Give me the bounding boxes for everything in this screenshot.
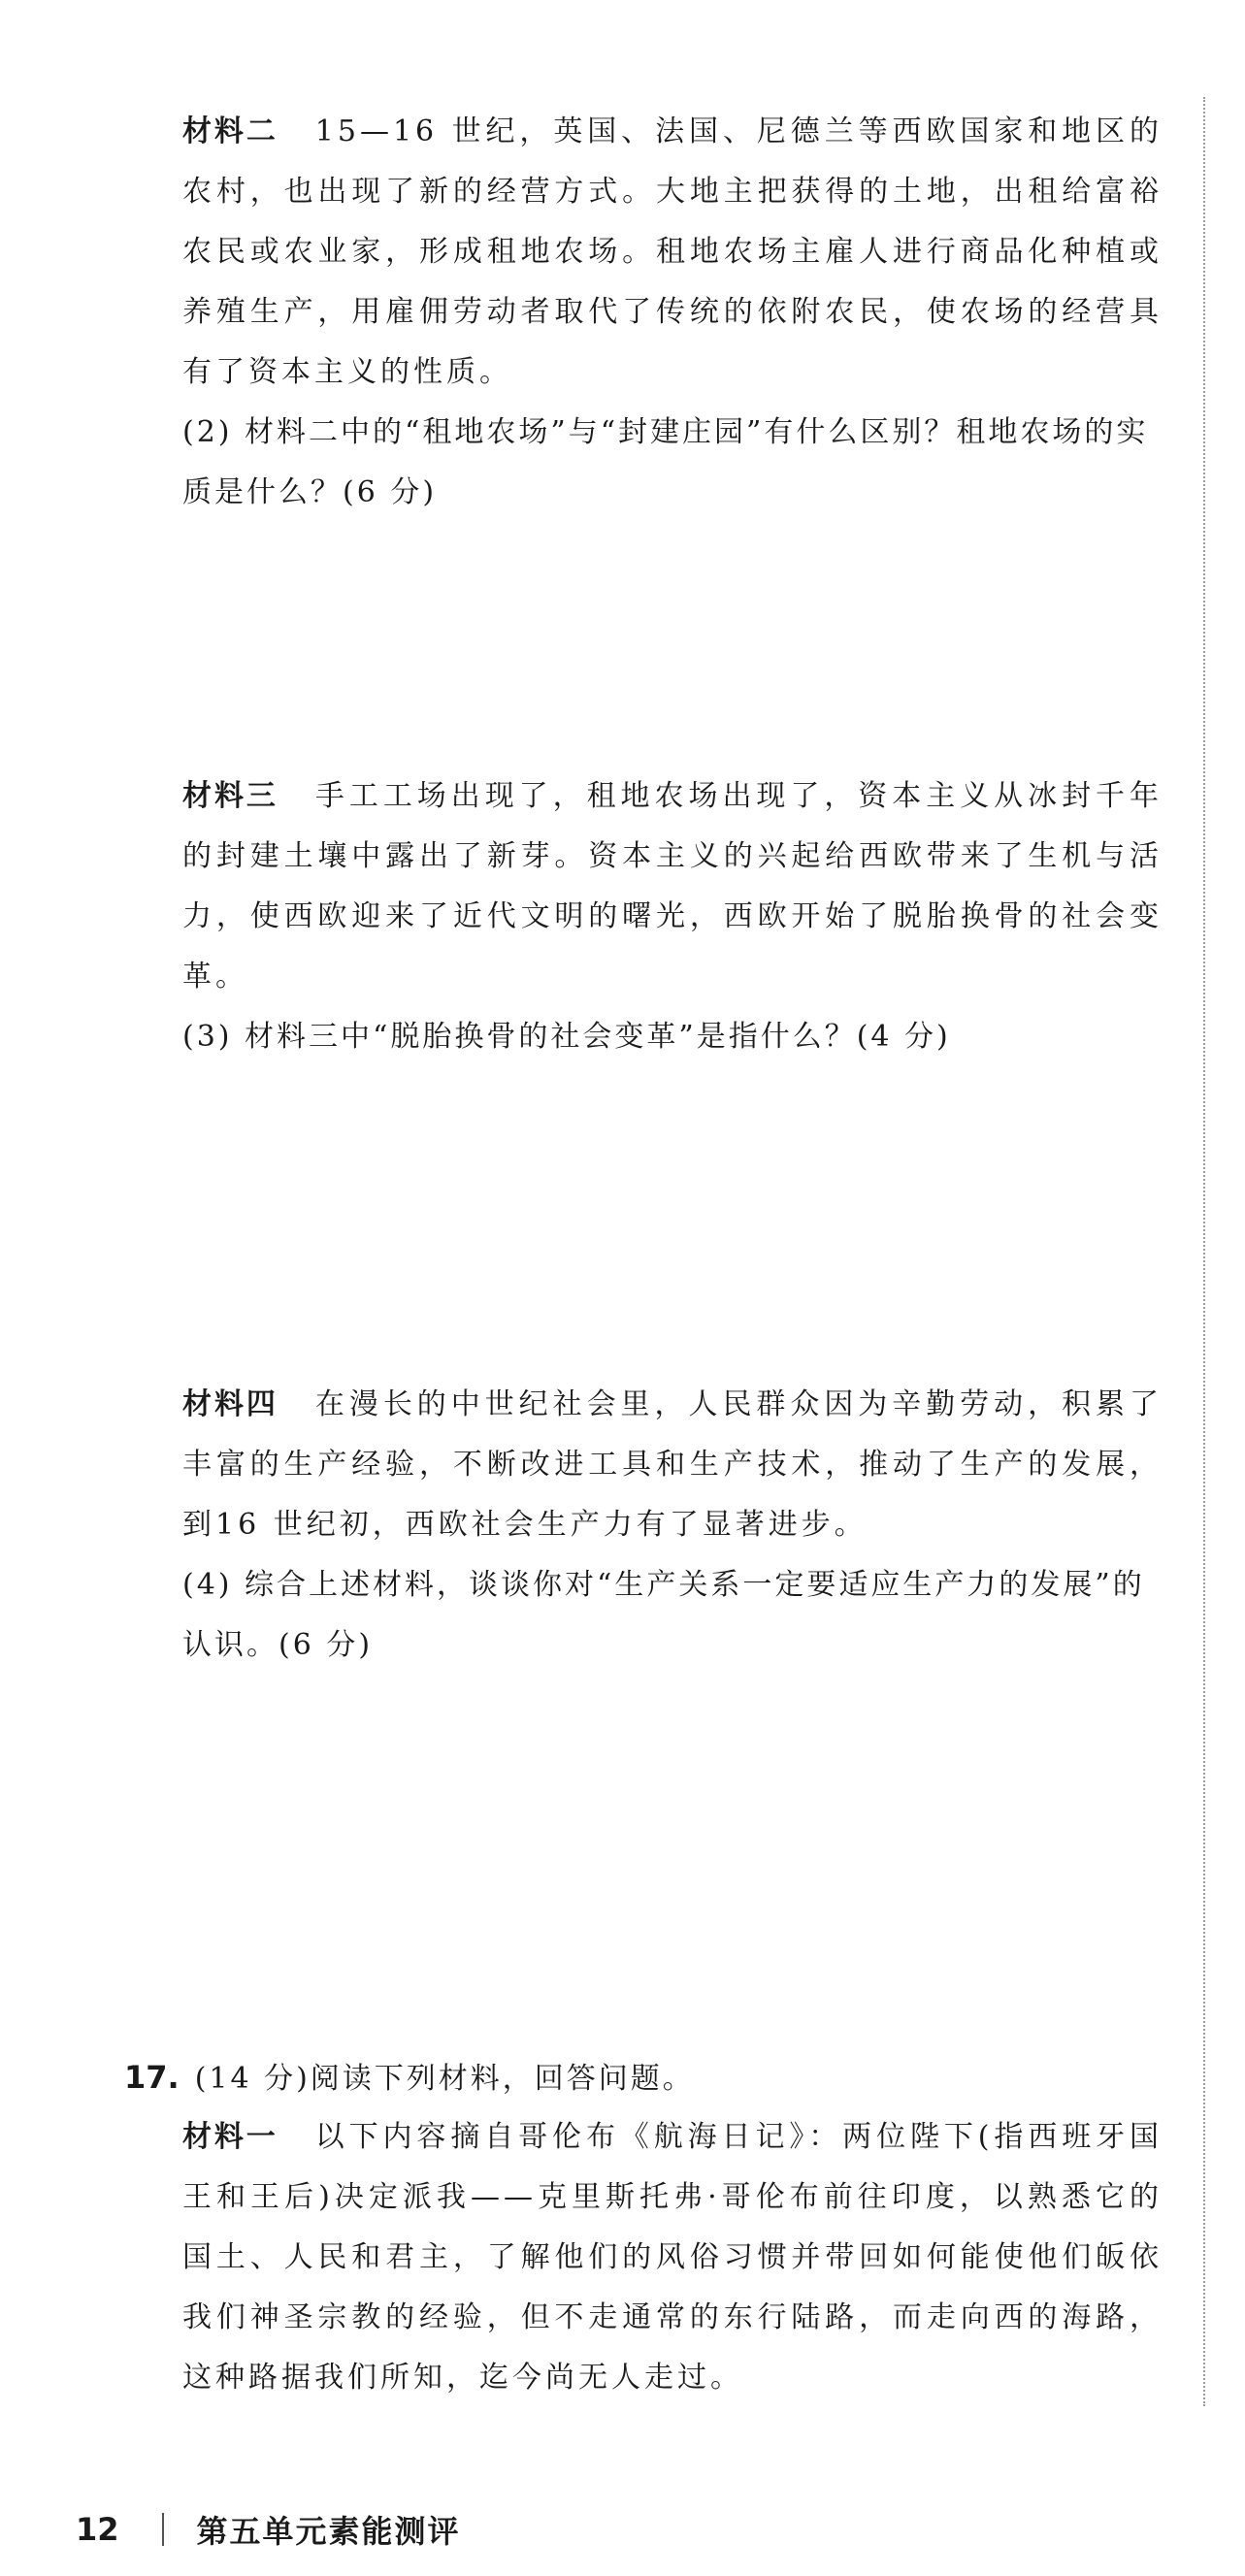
question-3: (3) 材料三中“脱胎换骨的社会变革”是指什么？(4 分): [182, 1020, 951, 1054]
page-number: 12: [76, 2511, 119, 2548]
material-3-text: 手工工场出现了，租地农场出现了，资本主义从冰封千年的封建土壤中露出了新芽。资本主义的兴起给西欧带来了生机与活力，使西欧迎来了近代文明的曙光，西欧开始了脱胎换骨的社会变革。: [182, 779, 1163, 994]
material-4-text: 在漫长的中世纪社会里，人民群众因为辛勤劳动，积累了丰富的生产经验，不断改进工具和生产技术，推动了生产的发展，到16 世纪初，西欧社会生产力有了显著进步。: [182, 1387, 1163, 1542]
material-4-label: 材料四: [182, 1387, 278, 1421]
material-3-paragraph: [182, 766, 1163, 1007]
footer-separator: [162, 2513, 164, 2546]
unit-title: 第五单元素能测评: [196, 2513, 461, 2550]
question-4: (4) 综合上述材料，谈谈你对“生产关系一定要适应生产力的发展”的认识。(6 分): [182, 1568, 1145, 1662]
material-4-paragraph: [182, 1375, 1163, 1555]
material-2-label: 材料二: [182, 114, 278, 148]
q17-material-1-label: 材料一: [182, 2120, 278, 2154]
q17-material-1-text: 以下内容摘自哥伦布《航海日记》：两位陛下(指西班牙国王和王后)决定派我——克里斯托弗·哥伦布前往印度，以熟悉它的国土、人民和君主，了解他们的风俗习惯并带回如何能使他们皈依我们神圣宗教的经验，但不走通常的东行陆路，而走向西的海路，这种路据我们所知，迄今尚无人走过。: [182, 2120, 1163, 2395]
question-17-heading: [124, 2047, 1163, 2109]
material-2-text: 15—16 世纪，英国、法国、尼德兰等西欧国家和地区的农村，也出现了新的经营方式。大地主把获得的土地，出租给富裕农民或农业家，形成租地农场。租地农场主雇人进行商品化种植或养殖生产，用雇佣劳动者取代了传统的依附农民，使农场的经营具有了资本主义的性质。: [182, 114, 1163, 389]
page-footer: [76, 2505, 461, 2554]
dotted-binding-line: [1203, 97, 1205, 2406]
question-17-text: (14 分)阅读下列材料，回答问题。: [194, 2062, 695, 2096]
material-3-label: 材料三: [182, 779, 278, 813]
q17-material-1-paragraph: [182, 2107, 1163, 2408]
material-2-paragraph: [182, 102, 1163, 403]
question-17-number: 17.: [124, 2059, 180, 2096]
question-2: (2) 材料二中的“租地农场”与“封建庄园”有什么区别？租地农场的实质是什么？(6 分): [182, 415, 1149, 509]
